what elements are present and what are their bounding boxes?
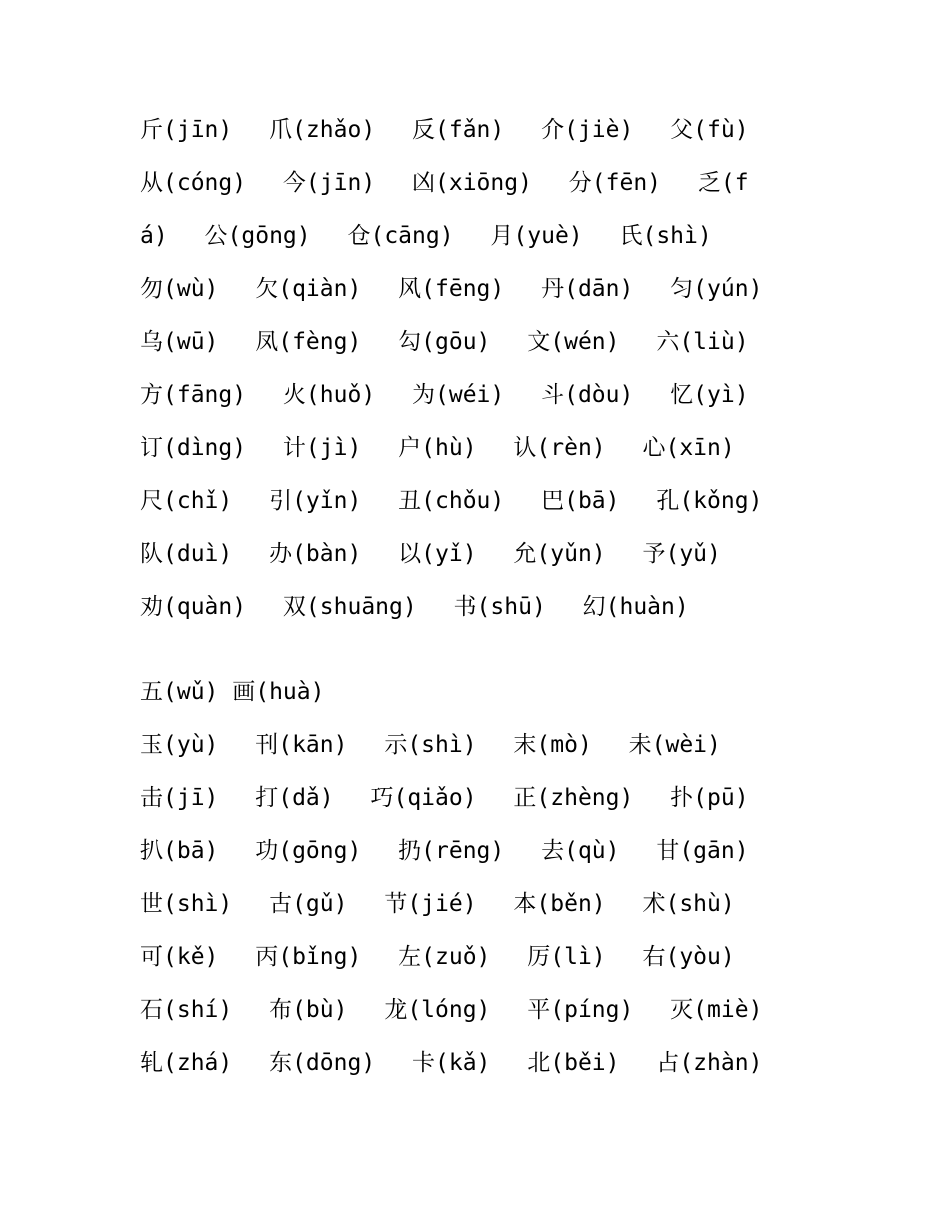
pinyin-line: 世(shì) 古(gǔ) 节(jié) 本(běn) 术(shù): [140, 891, 735, 917]
section-spacer: [140, 641, 812, 673]
pinyin-line: á) 公(gōng) 仓(cāng) 月(yuè) 氏(shì): [140, 223, 712, 249]
section-five-stroke: [140, 673, 812, 1097]
pinyin-line: 从(cóng) 今(jīn) 凶(xiōng) 分(fēn) 乏(f: [140, 170, 749, 196]
pinyin-line: 劝(quàn) 双(shuāng) 书(shū) 幻(huàn): [140, 594, 689, 620]
pinyin-line: 扒(bā) 功(gōng) 扔(rēng) 去(qù) 甘(gān): [140, 838, 749, 864]
pinyin-line: 勿(wù) 欠(qiàn) 风(fēng) 丹(dān) 匀(yún): [140, 276, 763, 302]
pinyin-line: 轧(zhá) 东(dōng) 卡(kǎ) 北(běi) 占(zhàn): [140, 1050, 763, 1076]
pinyin-line: 队(duì) 办(bàn) 以(yǐ) 允(yǔn) 予(yǔ): [140, 541, 721, 567]
pinyin-line: 尺(chǐ) 引(yǐn) 丑(chǒu) 巴(bā) 孔(kǒng): [140, 488, 763, 514]
pinyin-line: 玉(yù) 刊(kān) 示(shì) 末(mò) 未(wèi): [140, 732, 721, 758]
pinyin-line: 乌(wū) 凤(fèng) 勾(gōu) 文(wén) 六(liù): [140, 329, 749, 355]
pinyin-line: 斤(jīn) 爪(zhǎo) 反(fǎn) 介(jiè) 父(fù): [140, 117, 749, 143]
pinyin-line: 石(shí) 布(bù) 龙(lóng) 平(píng) 灭(miè): [140, 997, 763, 1023]
pinyin-line: 击(jī) 打(dǎ) 巧(qiǎo) 正(zhèng) 扑(pū): [140, 785, 749, 811]
pinyin-line: 方(fāng) 火(huǒ) 为(wéi) 斗(dòu) 忆(yì): [140, 382, 749, 408]
section-four-stroke-tail: [140, 111, 812, 641]
document-page: [140, 111, 812, 1097]
pinyin-line: 可(kě) 丙(bǐng) 左(zuǒ) 厉(lì) 右(yòu): [140, 944, 735, 970]
pinyin-line: 订(dìng) 计(jì) 户(hù) 认(rèn) 心(xīn): [140, 435, 735, 461]
section-heading: 五(wǔ) 画(huà): [140, 679, 325, 705]
